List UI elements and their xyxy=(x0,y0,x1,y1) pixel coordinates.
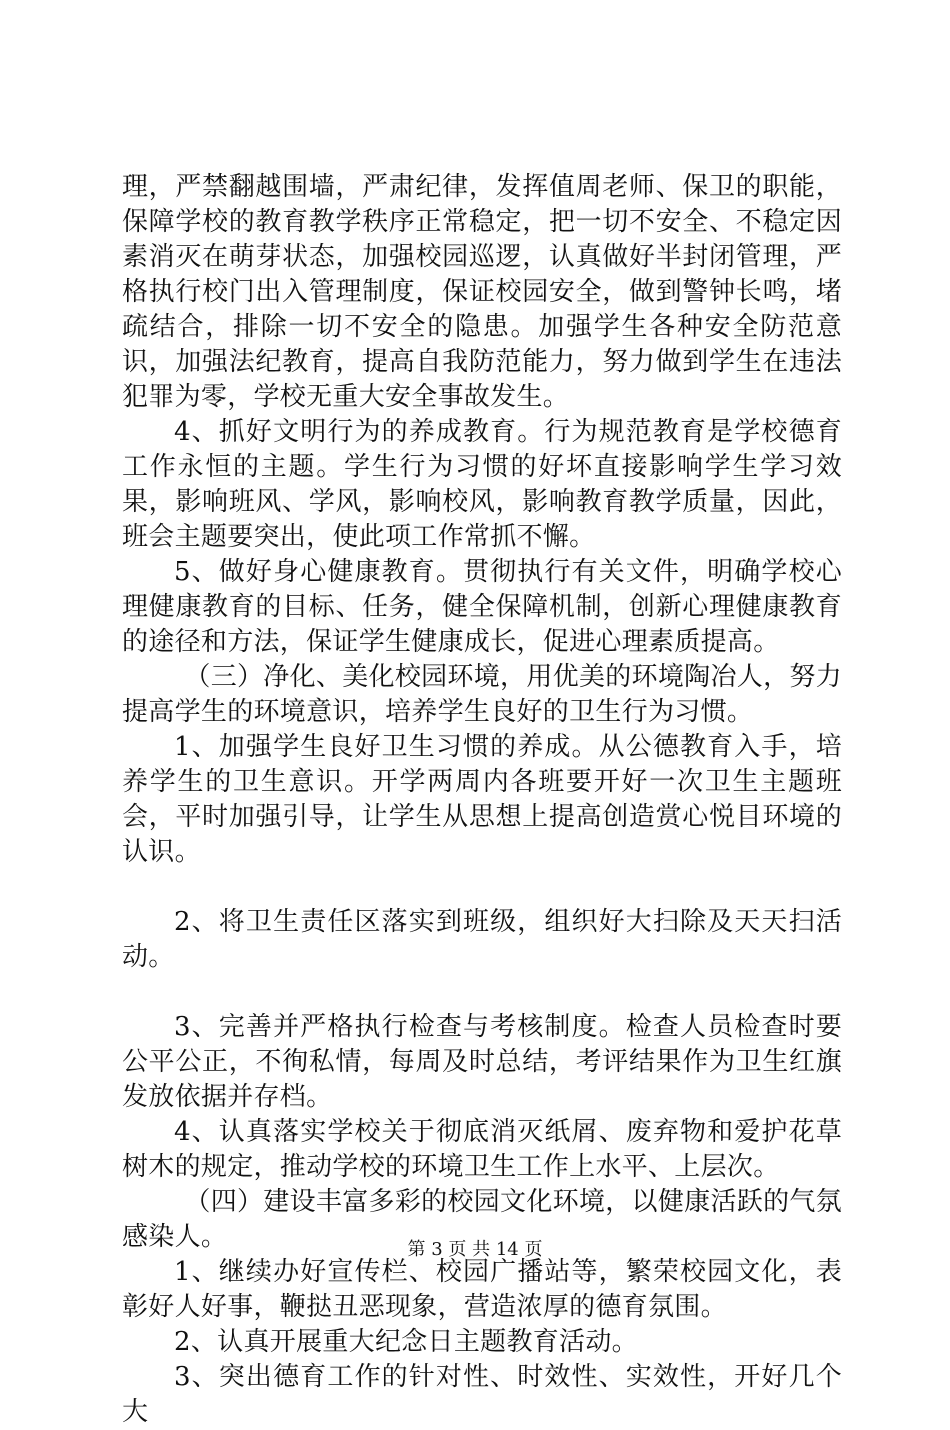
paragraph-civilized-behavior: 4、抓好文明行为的养成教育。行为规范教育是学校德育工作永恒的主题。学生行为习惯的好坏直接影响学生学习效果，影响班风、学风，影响校风，影响教育教学质量，因此，班会主题要突出，使此项工作常抓不懈。 xyxy=(122,417,842,552)
page-number-footer: 第 3 页 共 14 页 xyxy=(407,1239,543,1260)
section-heading-campus-culture: （四）建设丰富多彩的校园文化环境，以健康活跃的气氛感染人。 xyxy=(122,1187,842,1252)
paragraph-bulletin-board: 1、继续办好宣传栏、校园广播站等，繁荣校园文化，表彰好人好事，鞭挞丑恶现象，营造浓厚的德育氛围。 xyxy=(122,1257,842,1322)
paragraph-eliminate-litter: 4、认真落实学校关于彻底消灭纸屑、废弃物和爱护花草树木的规定，推动学校的环境卫生工作上水平、上层次。 xyxy=(122,1117,842,1182)
paragraph-hygiene-habits: 1、加强学生良好卫生习惯的养成。从公德教育入手，培养学生的卫生意识。开学两周内各班要开好一次卫生主题班会，平时加强引导，让学生从思想上提高创造赏心悦目环境的认识。 xyxy=(122,732,842,867)
paragraph-inspection-system: 3、完善并严格执行检查与考核制度。检查人员检查时要公平公正，不徇私情，每周及时总结，考评结果作为卫生红旗发放依据并存档。 xyxy=(122,1012,842,1112)
paragraph-moral-education: 3、突出德育工作的针对性、时效性、实效性，开好几个大 xyxy=(122,1362,842,1427)
paragraph-hygiene-responsibility: 2、将卫生责任区落实到班级，组织好大扫除及天天扫活动。 xyxy=(122,907,842,972)
section-heading-campus-environment: （三）净化、美化校园环境，用优美的环境陶冶人，努力提高学生的环境意识，培养学生良好的卫生行为习惯。 xyxy=(122,662,842,727)
paragraph-mental-health: 5、做好身心健康教育。贯彻执行有关文件，明确学校心理健康教育的目标、任务，健全保障机制，创新心理健康教育的途径和方法，保证学生健康成长，促进心理素质提高。 xyxy=(122,557,842,657)
paragraph-commemoration-days: 2、认真开展重大纪念日主题教育活动。 xyxy=(174,1327,638,1357)
paragraph-security-management: 理，严禁翻越围墙，严肃纪律，发挥值周老师、保卫的职能，保障学校的教育教学秩序正常稳定，把一切不安全、不稳定因素消灭在萌芽状态，加强校园巡逻，认真做好半封闭管理，严格执行校门出入管理制度，保证校园安全，做到警钟长鸣，堵疏结合，排除一切不安全的隐患。加强学生各种安全防范意识，加强法纪教育，提高自我防范能力，努力做到学生在违法犯罪为零，学校无重大安全事故发生。 xyxy=(122,172,842,412)
